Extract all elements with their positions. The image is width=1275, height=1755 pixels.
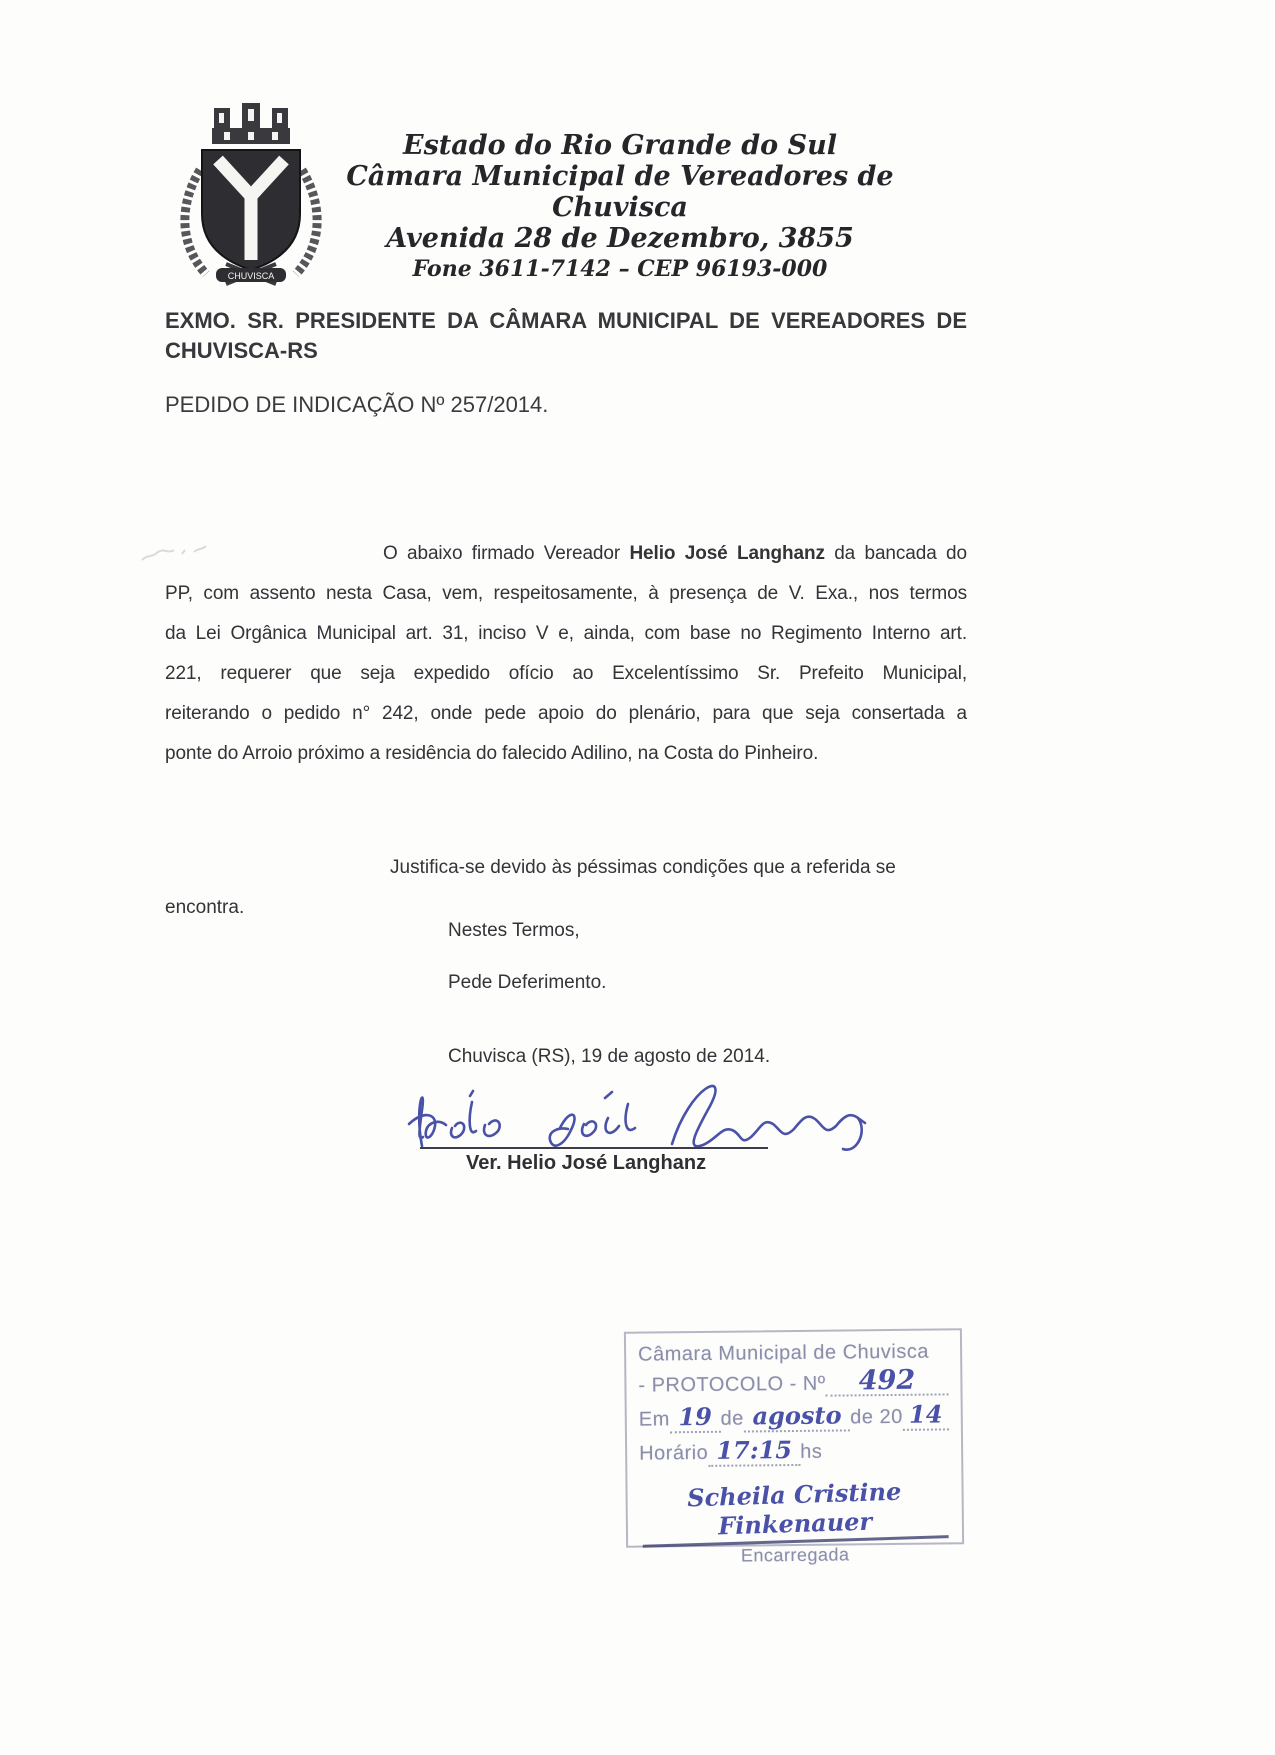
body-line-1-pre: O abaixo firmado Vereador — [383, 543, 630, 564]
closing-terms: Nestes Termos, — [448, 920, 580, 941]
stamp-em-label: Em — [638, 1408, 670, 1431]
letterhead-state: Estado do Rio Grande do Sul — [403, 130, 837, 161]
body-paragraph — [165, 534, 967, 774]
addressee-line-2: CHUVISCA-RS — [165, 338, 318, 363]
stamp-year-value: 14 — [908, 1399, 943, 1429]
body-line-4: 221, requerer que seja expedido ofício ao Excelentíssimo Sr. Prefeito Municipal, — [165, 663, 967, 684]
stamp-protocol-row — [638, 1364, 948, 1398]
stamp-hs-label: hs — [800, 1440, 823, 1463]
addressee-line-1: EXMO. SR. PRESIDENTE DA CÂMARA MUNICIPAL DE VEREADORES DE — [165, 308, 967, 333]
stamp-horario-label: Horário — [639, 1441, 709, 1465]
closing-plea: Pede Deferimento. — [448, 972, 607, 993]
clerk-handwritten-signature: Scheila Cristine Finkenauer — [641, 1475, 949, 1548]
body-line-2: PP, com assento nesta Casa, vem, respeitosamente, à presença de V. Exa., nos termos — [165, 583, 967, 604]
printed-signature-name: Ver. Helio José Langhanz — [466, 1152, 707, 1174]
clerk-role-label: Encarregada — [740, 1544, 850, 1566]
body-line-3: da Lei Orgânica Municipal art. 31, inciso V e, ainda, com base no Regimento Interno art. — [165, 623, 967, 644]
letterhead-address: Avenida 28 de Dezembro, 3855 — [386, 223, 854, 254]
stamp-time-value: 17:15 — [716, 1435, 793, 1465]
stamp-protocol-label: - PROTOCOLO - Nº — [638, 1372, 826, 1397]
protocol-stamp — [624, 1328, 964, 1566]
stamp-de20-label: de 20 — [850, 1405, 903, 1429]
addressee-block — [165, 306, 967, 366]
body-line-6: ponte do Arroio próximo a residência do falecido Adilino, na Costa do Pinheiro. — [165, 743, 819, 764]
stamp-de-label: de — [720, 1407, 744, 1430]
stamp-time-row — [639, 1435, 949, 1467]
vereador-name: Helio José Langhanz — [629, 543, 825, 564]
crest-banner-label: CHUVISCA — [227, 271, 275, 281]
signature-underline — [420, 1147, 768, 1149]
dateline: Chuvisca (RS), 19 de agosto de 2014. — [448, 1046, 771, 1067]
subject-line: PEDIDO DE INDICAÇÃO Nº 257/2014. — [165, 392, 549, 417]
letterhead — [300, 130, 940, 284]
letterhead-org: Câmara Municipal de Vereadores de Chuvisca — [346, 161, 894, 223]
letterhead-phone-cep: Fone 3611-7142 – CEP 96193-000 — [412, 256, 828, 282]
stamp-org-name: Câmara Municipal de Chuvisca — [638, 1340, 930, 1366]
body-line-5: reiterando o pedido n° 242, onde pede apoio do plenário, para que seja consertada a — [165, 703, 967, 724]
justification-line: Justifica-se devido às péssimas condições que a referida se encontra. — [165, 857, 896, 918]
body-line-1 — [165, 534, 967, 574]
stamp-date-row — [638, 1399, 949, 1433]
mural-crown — [212, 103, 290, 144]
body-line-1-post: da bancada do — [824, 543, 967, 564]
stamp-day-value: 19 — [678, 1401, 713, 1432]
stamp-protocol-number: 492 — [858, 1364, 916, 1397]
crest-banner — [216, 268, 286, 282]
stamp-month-value: agosto — [752, 1400, 842, 1431]
